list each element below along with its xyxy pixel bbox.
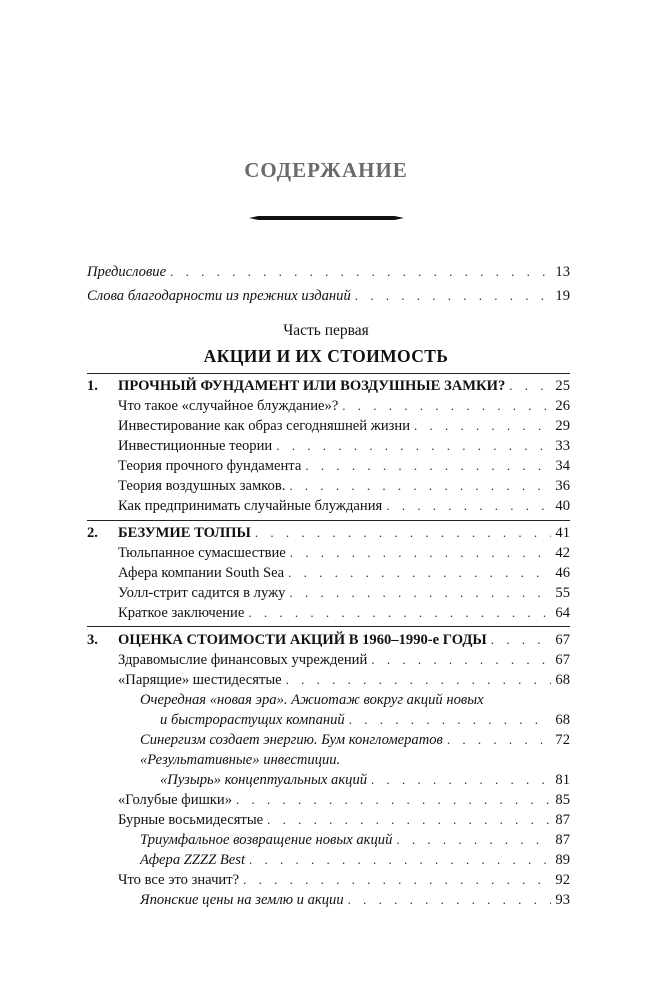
leader-dots (276, 436, 551, 456)
section-title: Афера компании South Sea (118, 565, 285, 581)
chapter-number: 1. (87, 378, 98, 394)
chapter-title: ОЦЕНКА СТОИМОСТИ АКЦИЙ В 1960–1990-е ГОДЫ (118, 632, 487, 648)
leader-dots (509, 376, 551, 396)
leader-dots (386, 496, 551, 516)
section-title: Уолл-стрит садится в лужу (118, 585, 286, 601)
toc-section[interactable] (118, 456, 570, 476)
toc-section[interactable] (118, 496, 570, 516)
leader-dots (289, 476, 551, 496)
section-page: 68 (555, 672, 570, 688)
section-page: 55 (555, 585, 570, 601)
toc-subsection[interactable] (140, 830, 570, 850)
subsection-page: 87 (555, 832, 570, 848)
section-page: 26 (555, 398, 570, 414)
toc-entry-preface[interactable] (87, 262, 570, 282)
toc-subsection[interactable] (140, 890, 570, 910)
chapter-page: 25 (555, 378, 570, 394)
section-page: 33 (555, 438, 570, 454)
chapter-title: ПРОЧНЫЙ ФУНДАМЕНТ ИЛИ ВОЗДУШНЫЕ ЗАМКИ? (118, 378, 506, 394)
toc-section[interactable] (118, 416, 570, 436)
leader-dots (249, 850, 551, 870)
section-title: Что такое «случайное блуждание»? (118, 398, 339, 414)
toc-section[interactable] (118, 396, 570, 416)
toc-section[interactable] (118, 543, 570, 563)
toc-chapter-1[interactable] (118, 376, 570, 396)
subsection-page: 72 (555, 732, 570, 748)
toc-subsection[interactable] (140, 730, 570, 750)
subsection-title: Афера ZZZZ Best (140, 852, 246, 868)
section-page: 46 (555, 565, 570, 581)
section-title: Как предпринимать случайные блуждания (118, 498, 383, 514)
subsection-page: 81 (555, 772, 570, 788)
leader-dots (243, 870, 551, 890)
leader-dots (342, 396, 551, 416)
section-title: «Голубые фишки» (118, 792, 232, 808)
section-title: Здравомыслие финансовых учреждений (118, 652, 368, 668)
section-title: Тюльпанное сумасшествие (118, 545, 286, 561)
chapter-page: 41 (555, 525, 570, 541)
leader-dots (255, 523, 552, 543)
toc-section[interactable] (118, 563, 570, 583)
chapter-page: 67 (555, 632, 570, 648)
toc-section[interactable] (118, 670, 570, 690)
leader-dots (236, 790, 551, 810)
toc-entry-page: 19 (555, 288, 570, 304)
subsection-title-line1: «Результативные» инвестиции. (140, 752, 341, 768)
page-title: СОДЕРЖАНИЕ (244, 158, 408, 182)
section-page: 67 (555, 652, 570, 668)
leader-dots (170, 262, 551, 282)
subsection-line2 (160, 770, 570, 790)
subsection-title-line2: и быстрорастущих компаний (160, 712, 345, 728)
chapter-number: 3. (87, 632, 98, 648)
leader-dots (371, 770, 551, 790)
section-title: Что все это значит? (118, 872, 240, 888)
section-page: 85 (555, 792, 570, 808)
toc-entry-acknowledgements[interactable] (87, 286, 570, 306)
leader-dots (267, 810, 551, 830)
leader-dots (491, 630, 552, 650)
leader-dots (447, 730, 552, 750)
leader-dots (349, 710, 552, 730)
leader-dots (355, 286, 552, 306)
section-page: 64 (555, 605, 570, 621)
section-title: Инвестиционные теории (118, 438, 273, 454)
leader-dots (371, 650, 551, 670)
section-page: 34 (555, 458, 570, 474)
leader-dots (290, 543, 552, 563)
subsection-page: 89 (555, 852, 570, 868)
toc-section[interactable] (118, 603, 570, 623)
leader-dots (288, 563, 551, 583)
subsection-title-line2: «Пузырь» концептуальных акций (160, 772, 368, 788)
toc-section[interactable] (118, 810, 570, 830)
leader-dots (396, 830, 551, 850)
leader-dots (289, 583, 551, 603)
toc-entry-page: 13 (555, 264, 570, 280)
toc-section[interactable] (118, 476, 570, 496)
section-page: 87 (555, 812, 570, 828)
section-title: Краткое заключение (118, 605, 245, 621)
chapter-title: БЕЗУМИЕ ТОЛПЫ (118, 525, 251, 541)
chapter-rule (87, 520, 570, 521)
leader-dots (248, 603, 551, 623)
toc-section[interactable] (118, 790, 570, 810)
section-page: 40 (555, 498, 570, 514)
ornament-divider (249, 216, 404, 220)
chapter-number: 2. (87, 525, 98, 541)
toc-chapter-3[interactable] (118, 630, 570, 650)
part-title: АКЦИИ И ИХ СТОИМОСТЬ (203, 346, 449, 366)
section-title: Инвестирование как образ сегодняшней жизни (118, 418, 411, 434)
chapter-rule (87, 626, 570, 627)
leader-dots (348, 890, 552, 910)
subsection-line2 (160, 710, 570, 730)
leader-dots (286, 670, 552, 690)
leader-dots (414, 416, 551, 436)
leader-dots (305, 456, 551, 476)
toc-chapter-2[interactable] (118, 523, 570, 543)
section-title: Бурные восьмидесятые (118, 812, 264, 828)
section-title: Теория воздушных замков. (118, 478, 286, 494)
toc-entry-title: Слова благодарности из прежних изданий (87, 288, 351, 304)
toc-subsection[interactable] (140, 850, 570, 870)
subsection-page: 93 (555, 892, 570, 908)
toc-section[interactable] (118, 650, 570, 670)
subsection-title: Синергизм создает энергию. Бум конгломератов (140, 732, 443, 748)
subsection-page: 68 (555, 712, 570, 728)
section-page: 92 (555, 872, 570, 888)
section-page: 36 (555, 478, 570, 494)
section-page: 42 (555, 545, 570, 561)
subsection-title: Японские цены на землю и акции (140, 892, 344, 908)
toc-section[interactable] (118, 583, 570, 603)
subsection-title: Триумфальное возвращение новых акций (140, 832, 393, 848)
section-title: Теория прочного фундамента (118, 458, 302, 474)
section-page: 29 (555, 418, 570, 434)
toc-section[interactable] (118, 436, 570, 456)
toc-section[interactable] (118, 870, 570, 890)
section-title: «Парящие» шестидесятые (118, 672, 282, 688)
subsection-title-line1: Очередная «новая эра». Ажиотаж вокруг акций новых (140, 692, 484, 708)
part-label: Часть первая (283, 322, 369, 339)
chapter-rule (87, 373, 570, 374)
toc-entry-title: Предисловие (87, 264, 167, 280)
